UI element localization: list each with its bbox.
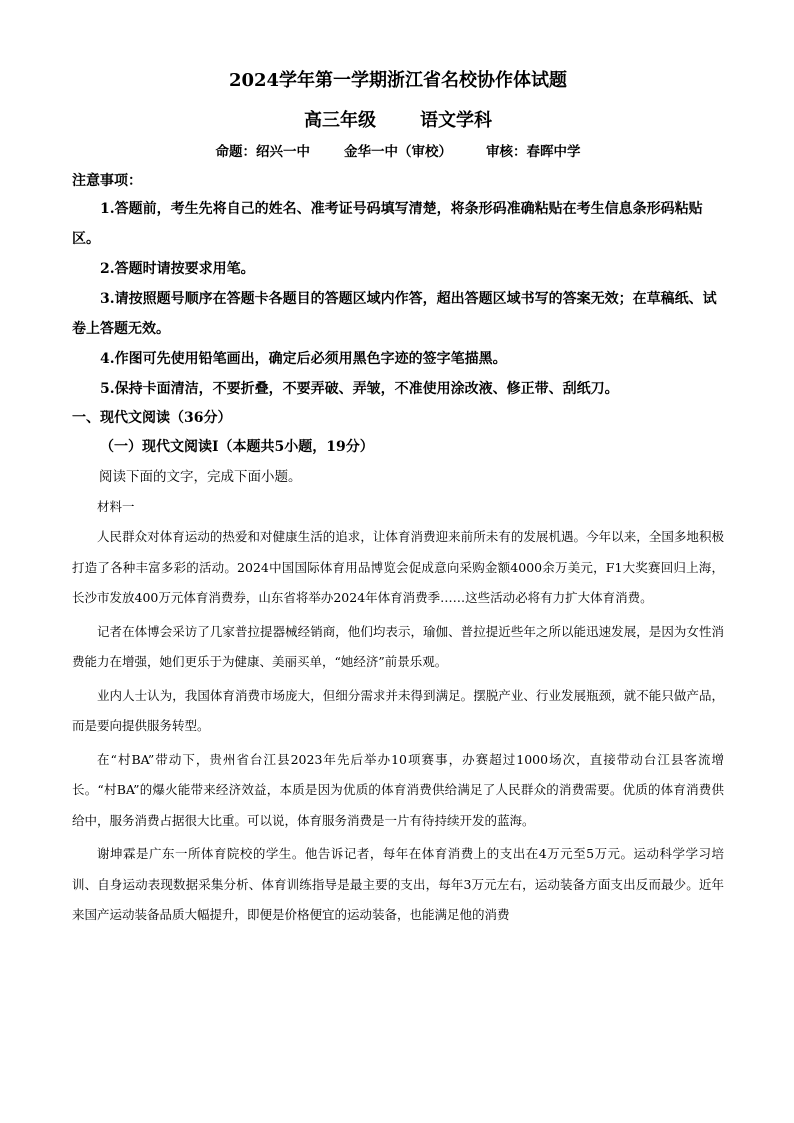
section-heading: 一、现代文阅读（36分） bbox=[72, 410, 232, 426]
notice-item-5: 5.保持卡面清洁，不要折叠，不要弄破、弄皱，不准使用涂改液、修正带、刮纸刀。 bbox=[100, 381, 619, 397]
reading-instruction: 阅读下面的文字，完成下面小题。 bbox=[99, 469, 302, 485]
authors-line bbox=[72, 140, 724, 164]
notice-heading: 注意事项： bbox=[72, 173, 142, 189]
notice-item-2: 2.答题时请按要求用笔。 bbox=[100, 261, 255, 277]
material-paragraph-2: 记者在体博会采访了几家普拉提器械经销商，他们均表示，瑜伽、普拉提近些年之所以能迅速发展，是因为女性消费能力在增强，她们更乐于为健康、美丽买单，“她经济”前景乐观。 bbox=[72, 623, 724, 669]
reviewer-label: 审核：春晖中学 bbox=[486, 144, 581, 160]
subject-label: 语文学科 bbox=[420, 110, 492, 131]
setter-label: 命题：绍兴一中 bbox=[215, 144, 310, 160]
notice-item-3: 3.请按照题号顺序在答题卡各题目的答题区域内作答，超出答题区域书写的答案无效；在草稿纸、试卷上答题无效。 bbox=[72, 291, 717, 337]
exam-title: 2024学年第一学期浙江省名校协作体试题 bbox=[228, 70, 568, 91]
material-paragraph-5: 谢坤霖是广东一所体育院校的学生。他告诉记者，每年在体育消费上的支出在4万元至5万元。运动科学学习培训、自身运动表现数据采集分析、体育训练指导是最主要的支出，每年3万元左右，运动装备方面支出反而最少。近年来国产运动装备品质大幅提升，即便是价格便宜的运动装备，也能满足他的消费 bbox=[72, 846, 724, 922]
exam-subtitle bbox=[72, 104, 724, 138]
material-paragraph-3: 业内人士认为，我国体育消费市场庞大，但细分需求并未得到满足。摆脱产业、行业发展瓶颈，就不能只做产品，而是要向提供服务转型。 bbox=[72, 687, 724, 733]
notice-item-4: 4.作图可先使用铅笔画出，确定后必须用黑色字迹的签字笔描黑。 bbox=[100, 351, 507, 367]
material-label: 材料一 bbox=[97, 499, 135, 514]
material-paragraph-1: 人民群众对体育运动的热爱和对健康生活的追求，让体育消费迎来前所未有的发展机遇。今年以来，全国多地积极打造了各种丰富多彩的活动。2024中国国际体育用品博览会促成意向采购金额4000余万美元，F1大奖赛回归上海，长沙市发放400万元体育消费券，山东省将举办2024年体育消费季……这些活动必将有力扩大体育消费。 bbox=[72, 529, 724, 605]
exam-page bbox=[72, 66, 724, 934]
grade-label: 高三年级 bbox=[304, 110, 376, 131]
material-paragraph-4: 在“村BA”带动下，贵州省台江县2023年先后举办10项赛事，办赛超过1000场次，直接带动台江县客流增长。“村BA”的爆火能带来经济效益，本质是因为优质的体育消费供给满足了人民群众的消费需要。优质的体育消费供给中，服务消费占据很大比重。可以说，体育服务消费是一片有待持续开发的蓝海。 bbox=[72, 751, 724, 828]
co-school-label: 金华一中（审校） bbox=[344, 144, 452, 160]
subsection-heading: （一）现代文阅读Ⅰ（本题共5小题，19分） bbox=[100, 439, 374, 455]
notice-item-1: 1.答题前，考生先将自己的姓名、准考证号码填写清楚，将条形码准确粘贴在考生信息条形码粘贴区。 bbox=[72, 201, 703, 247]
